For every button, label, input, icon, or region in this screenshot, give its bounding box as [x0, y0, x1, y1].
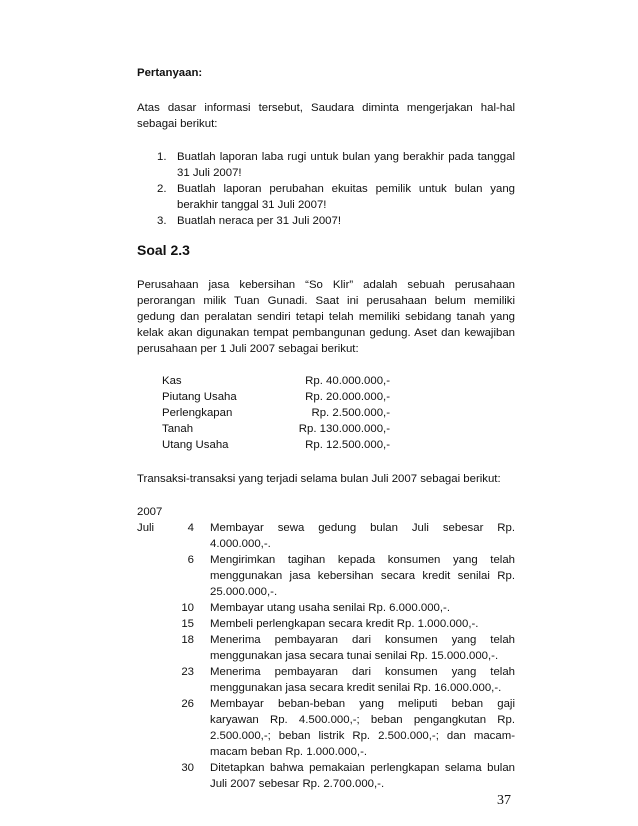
transaction-line: Menerima pembayaran dari konsumen yang telah	[210, 634, 515, 646]
transaction-day: 15	[181, 618, 194, 630]
account-name: Utang Usaha	[162, 439, 229, 451]
account-name: Piutang Usaha	[162, 391, 237, 403]
paragraph-line: gedung dan peralatan sendiri tetapi telah memiliki sebidang tanah yang	[137, 311, 515, 323]
account-name: Perlengkapan	[162, 407, 233, 419]
task-text: berakhir tanggal 31 Juli 2007!	[177, 199, 327, 211]
transaction-line: macam beban Rp. 1.000.000,-.	[210, 746, 368, 758]
transaction-line: 4.000.000,-.	[210, 538, 271, 550]
section-title: Soal 2.3	[137, 242, 190, 258]
task-text: Buatlah laporan laba rugi untuk bulan yang berakhir pada tanggal	[177, 151, 515, 163]
task-number: 1.	[157, 151, 167, 163]
account-amount: Rp. 2.500.000,-	[311, 407, 390, 419]
transaction-line: Membayar beban-beban yang meliputi beban gaji	[210, 698, 515, 710]
transaction-line: 25.000.000,-.	[210, 586, 278, 598]
intro-line-1: Atas dasar informasi tersebut, Saudara diminta mengerjakan hal-hal	[137, 102, 515, 114]
paragraph-line: Perusahaan jasa kebersihan “So Klir” adalah sebuah perusahaan	[137, 279, 515, 291]
transaction-day: 30	[181, 762, 194, 774]
transaction-line: menggunakan jasa secara tunai senilai Rp. 15.000.000,-.	[210, 650, 499, 662]
transaction-line: menggunakan jasa secara kredit senilai Rp. 16.000.000,-.	[210, 682, 502, 694]
transactions-intro: Transaksi-transaksi yang terjadi selama bulan Juli 2007 sebagai berikut:	[137, 473, 501, 485]
task-text: 31 Juli 2007!	[177, 167, 242, 179]
paragraph-line: kelak akan digunakan tempat pembangunan gedung. Aset dan kewajiban	[137, 327, 515, 339]
transaction-line: Membayar utang usaha senilai Rp. 6.000.000,-.	[210, 602, 450, 614]
account-name: Tanah	[162, 423, 194, 435]
transaction-line: Ditetapkan bahwa pemakaian perlengkapan selama bulan	[210, 762, 515, 774]
transaction-day: 10	[181, 602, 194, 614]
year-label: 2007	[137, 506, 163, 518]
task-text: Buatlah neraca per 31 Juli 2007!	[177, 215, 342, 227]
transaction-line: Membayar sewa gedung bulan Juli sebesar Rp.	[210, 522, 515, 534]
transaction-day: 4	[187, 522, 194, 534]
paragraph-line: perusahaan per 1 Juli 2007 sebagai berikut:	[137, 343, 359, 355]
account-amount: Rp. 130.000.000,-	[298, 423, 390, 435]
transaction-line: menggunakan jasa kebersihan secara kredit senilai Rp.	[210, 570, 515, 582]
transaction-day: 18	[181, 634, 194, 646]
transaction-line: karyawan Rp. 4.500.000,-; beban pengangkutan Rp.	[210, 714, 515, 726]
transaction-line: Menerima pembayaran dari konsumen yang telah	[210, 666, 515, 678]
task-text: Buatlah laporan perubahan ekuitas pemilik untuk bulan yang	[177, 183, 515, 195]
month-label: Juli	[137, 522, 155, 534]
transaction-line: 2.500.000,-; beban listrik Rp. 2.500.000,-; dan macam-	[210, 730, 515, 742]
transaction-line: Membeli perlengkapan secara kredit Rp. 1.000.000,-.	[210, 618, 479, 630]
task-number: 2.	[157, 183, 167, 195]
page-number: 37	[497, 793, 511, 808]
paragraph-line: perorangan milik Tuan Gunadi. Saat ini perusahaan belum memiliki	[137, 295, 515, 307]
task-number: 3.	[157, 215, 167, 227]
account-name: Kas	[162, 375, 182, 387]
transaction-day: 6	[187, 554, 194, 566]
account-amount: Rp. 40.000.000,-	[305, 375, 390, 387]
transaction-line: Juli 2007 sebesar Rp. 2.700.000,-.	[210, 778, 385, 790]
transaction-line: Mengirimkan tagihan kepada konsumen yang telah	[210, 554, 515, 566]
transaction-day: 26	[181, 698, 194, 710]
transaction-day: 23	[181, 666, 194, 678]
account-amount: Rp. 12.500.000,-	[305, 439, 390, 451]
account-amount: Rp. 20.000.000,-	[305, 391, 390, 403]
intro-line-2: sebagai berikut:	[137, 118, 218, 130]
question-heading: Pertanyaan:	[137, 67, 203, 79]
